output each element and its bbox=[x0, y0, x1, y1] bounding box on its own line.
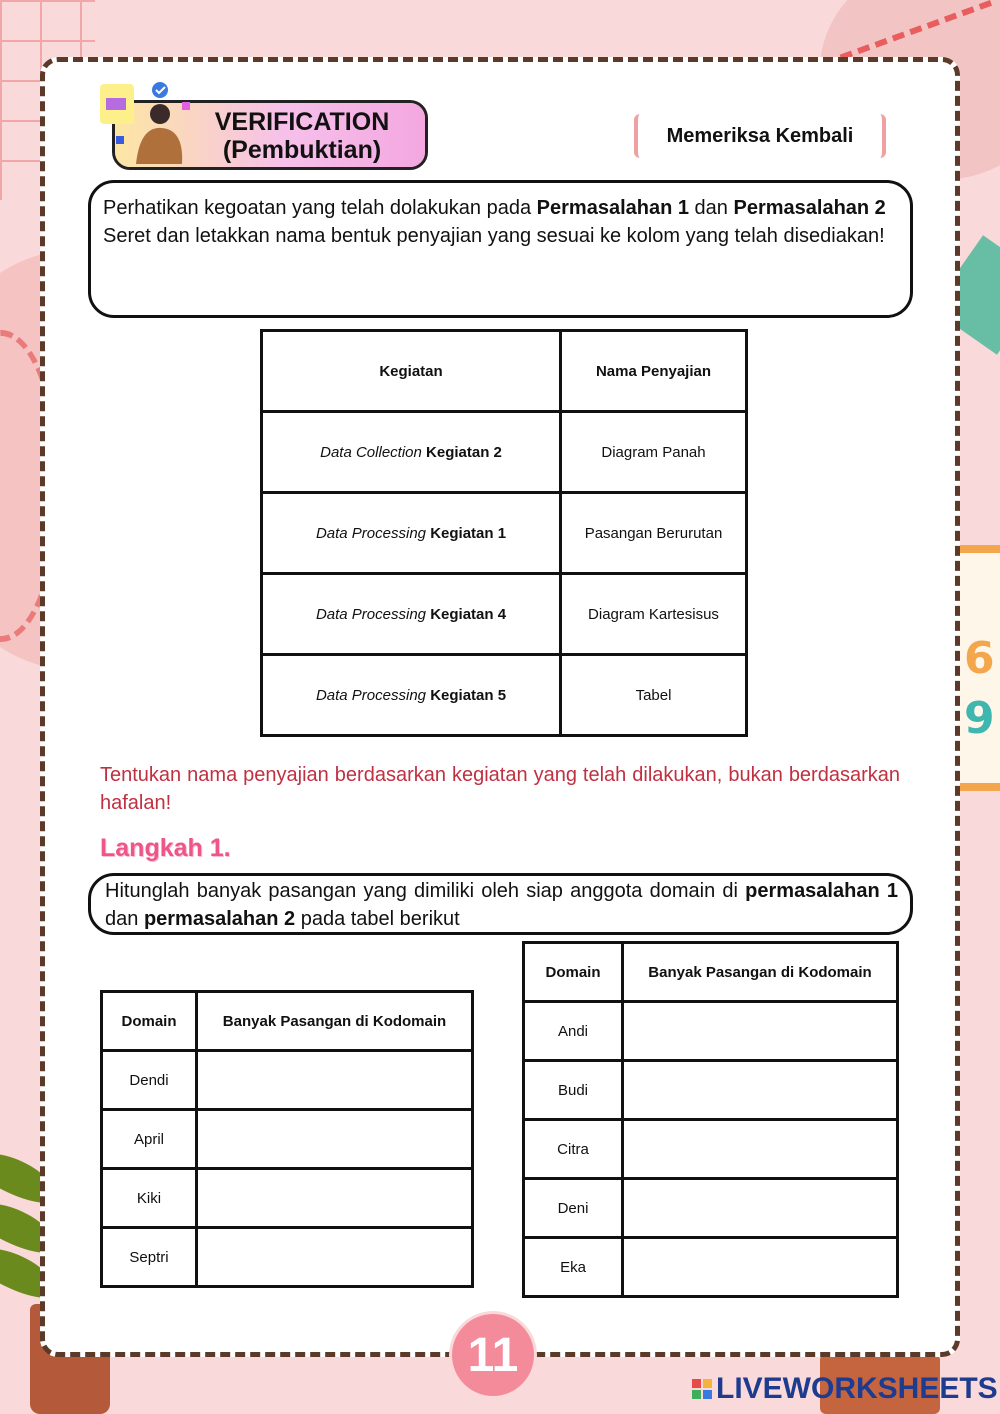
table-row: Data Processing Kegiatan 5 Tabel bbox=[262, 655, 747, 736]
side-digit: 6 bbox=[964, 633, 995, 684]
domain-table-right bbox=[522, 941, 899, 1298]
section-title: VERIFICATION (Pembuktian) bbox=[214, 108, 390, 164]
table-row: Data Collection Kegiatan 2 Diagram Panah bbox=[262, 412, 747, 493]
instruction-box: Perhatikan kegoatan yang telah dolakukan pada Permasalahan 1 dan Permasalahan 2 Seret dan letakkan nama bentuk penyajian yang sesuai ke kolom yang telah disediakan! bbox=[88, 180, 913, 318]
answer-input[interactable] bbox=[197, 1228, 473, 1287]
answer-input[interactable] bbox=[197, 1110, 473, 1169]
answer-input[interactable] bbox=[623, 1179, 898, 1238]
drop-slot[interactable]: Diagram Panah bbox=[561, 412, 747, 493]
warning-text: Tentukan nama penyajian berdasarkan kegiatan yang telah dilakukan, bukan berdasarkan hafalan! bbox=[100, 764, 900, 814]
drop-slot[interactable]: Tabel bbox=[561, 655, 747, 736]
table-header: Domain bbox=[524, 943, 623, 1002]
table-header: Nama Penyajian bbox=[561, 331, 747, 412]
table-row: Budi bbox=[524, 1061, 898, 1120]
table-row: Dendi bbox=[102, 1051, 473, 1110]
number-card-decoration bbox=[958, 545, 1000, 791]
page-number: 11 bbox=[452, 1314, 534, 1396]
answer-input[interactable] bbox=[197, 1169, 473, 1228]
activity-table bbox=[260, 329, 748, 737]
table-header: Kegiatan bbox=[262, 331, 561, 412]
table-row: Eka bbox=[524, 1238, 898, 1297]
table-row: Citra bbox=[524, 1120, 898, 1179]
answer-input[interactable] bbox=[623, 1238, 898, 1297]
table-row: Septri bbox=[102, 1228, 473, 1287]
table-row: Data Processing Kegiatan 1 Pasangan Berurutan bbox=[262, 493, 747, 574]
step-heading: Langkah 1. bbox=[100, 834, 231, 862]
answer-input[interactable] bbox=[623, 1120, 898, 1179]
drop-slot[interactable]: Pasangan Berurutan bbox=[561, 493, 747, 574]
answer-input[interactable] bbox=[623, 1061, 898, 1120]
drop-slot[interactable]: Diagram Kartesisus bbox=[561, 574, 747, 655]
table-header: Domain bbox=[102, 992, 197, 1051]
table-header: Banyak Pasangan di Kodomain bbox=[623, 943, 898, 1002]
domain-table-left bbox=[100, 990, 474, 1288]
table-row: Deni bbox=[524, 1179, 898, 1238]
table-header: Banyak Pasangan di Kodomain bbox=[197, 992, 473, 1051]
liveworksheets-icon bbox=[692, 1379, 712, 1399]
section-tag: Memeriksa Kembali bbox=[634, 114, 886, 158]
table-row: Data Processing Kegiatan 4 Diagram Kartesisus bbox=[262, 574, 747, 655]
person-illustration-icon bbox=[100, 82, 190, 164]
answer-input[interactable] bbox=[623, 1002, 898, 1061]
answer-input[interactable] bbox=[197, 1051, 473, 1110]
table-row: Andi bbox=[524, 1002, 898, 1061]
task-instruction-box: Hitunglah banyak pasangan yang dimiliki oleh siap anggota domain di permasalahan 1 dan permasalahan 2 pada tabel berikut bbox=[88, 873, 913, 935]
liveworksheets-logo: LIVEWORKSHEETS bbox=[692, 1372, 998, 1406]
table-row: April bbox=[102, 1110, 473, 1169]
side-digit: 9 bbox=[964, 693, 995, 744]
table-row: Kiki bbox=[102, 1169, 473, 1228]
